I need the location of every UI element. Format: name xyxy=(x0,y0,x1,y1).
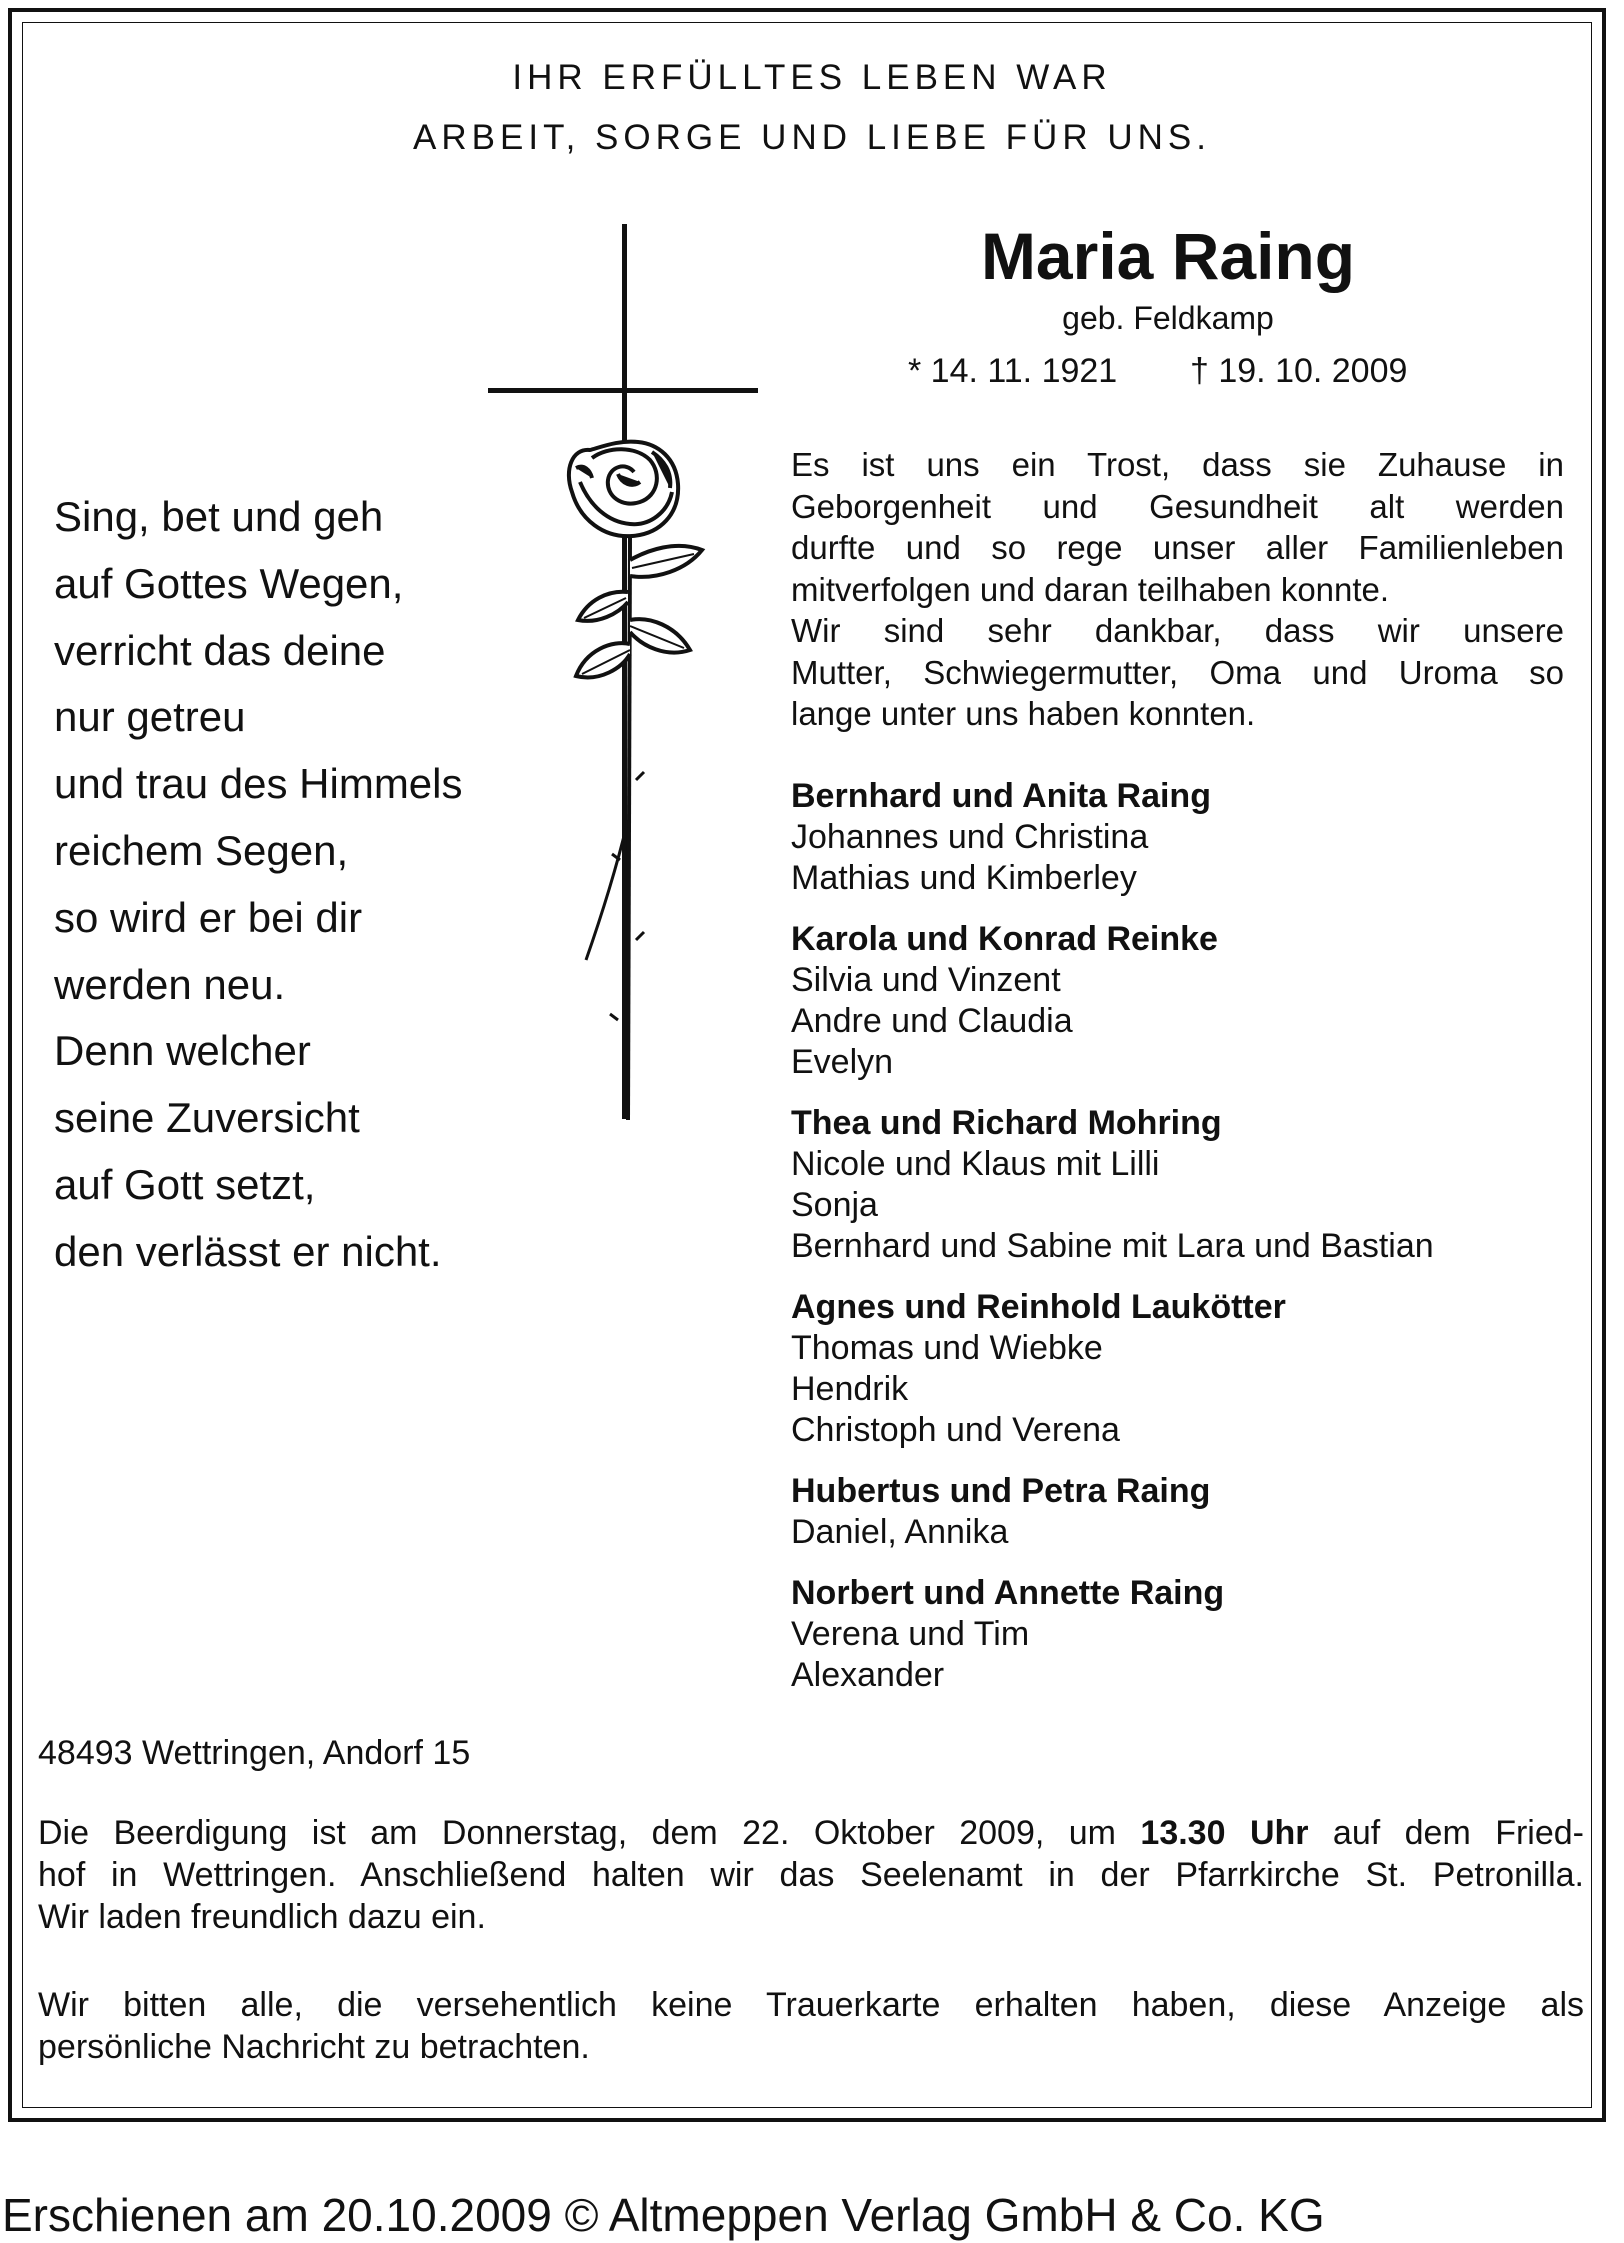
burial-notice xyxy=(38,1812,1584,1938)
message-line: Es ist uns ein Trost, dass sie Zuhause in xyxy=(791,446,1564,483)
poem-line: reichem Segen, xyxy=(54,826,349,874)
motto-line-2: ARBEIT, SORGE UND LIEBE FÜR UNS. xyxy=(413,118,1211,157)
condolence-message xyxy=(791,444,1564,735)
burial-text: Die Beerdigung ist am Donnerstag, dem 22. Oktober 2009, um xyxy=(38,1814,1141,1852)
deceased-name: Maria Raing xyxy=(980,219,1356,293)
poem-line: auf Gottes Wegen, xyxy=(54,559,404,607)
poem-line: nur getreu xyxy=(54,693,246,741)
address: 48493 Wettringen, Andorf 15 xyxy=(38,1734,471,1772)
family-head: Agnes und Reinhold Laukötter xyxy=(791,1288,1286,1326)
message-line: Geborgenheit und Gesundheit alt werden xyxy=(791,487,1564,525)
family-member: Verena und Tim xyxy=(791,1615,1030,1653)
family-group xyxy=(791,919,1434,1083)
message-line: mitverfolgen und daran teilhaben konnte. xyxy=(791,570,1390,608)
poem-line: so wird er bei dir xyxy=(54,893,363,941)
message-line: Mutter, Schwiegermutter, Oma und Uroma so xyxy=(791,653,1564,691)
burial-time: 13.30 Uhr xyxy=(1140,1814,1309,1852)
burial-text: auf dem Fried- xyxy=(1308,1814,1584,1852)
poem-line: seine Zuversicht xyxy=(54,1094,360,1142)
family-head: Norbert und Annette Raing xyxy=(791,1574,1225,1612)
family-member: Evelyn xyxy=(791,1043,894,1081)
poem xyxy=(54,484,463,1286)
family-group xyxy=(791,1573,1434,1696)
family-group xyxy=(791,1287,1434,1451)
request-line: persönliche Nachricht zu betrachten. xyxy=(38,2028,590,2066)
family-head: Bernhard und Anita Raing xyxy=(791,777,1211,815)
birth-date: * 14. 11. 1921 xyxy=(908,352,1118,390)
family-member: Sonja xyxy=(791,1186,878,1224)
burial-line-3: Wir laden freundlich dazu ein. xyxy=(38,1898,486,1936)
family-member: Johannes und Christina xyxy=(791,818,1149,856)
burial-line-2: hof in Wettringen. Anschließend halten wir das Seelenamt in der Pfarrkirche St. Petronilla. xyxy=(38,1856,1584,1894)
family-member: Daniel, Annika xyxy=(791,1513,1009,1551)
publication-footer: Erschienen am 20.10.2009 © Altmeppen Verlag GmbH & Co. KG xyxy=(2,2189,1325,2241)
poem-line: verricht das deine xyxy=(54,626,386,674)
family-member: Hendrik xyxy=(791,1370,909,1408)
message-line: lange unter uns haben konnten. xyxy=(791,695,1256,732)
poem-line: Denn welcher xyxy=(54,1027,311,1075)
maiden-name: geb. Feldkamp xyxy=(1062,300,1274,336)
motto-line-1: IHR ERFÜLLTES LEBEN WAR xyxy=(512,58,1112,97)
family-head: Hubertus und Petra Raing xyxy=(791,1472,1211,1510)
family-list xyxy=(791,776,1434,1716)
request-line: Wir bitten alle, die versehentlich keine Trauerkarte erhalten haben, diese Anzeige als xyxy=(38,1986,1584,2024)
message-line: Wir sind sehr dankbar, dass wir unsere xyxy=(791,612,1564,649)
family-member: Andre und Claudia xyxy=(791,1002,1073,1040)
cross-icon xyxy=(488,224,758,1119)
family-head: Thea und Richard Mohring xyxy=(791,1104,1222,1142)
rose-icon xyxy=(569,442,702,1120)
family-member: Thomas und Wiebke xyxy=(791,1329,1103,1367)
poem-line: werden neu. xyxy=(54,960,286,1008)
family-member: Bernhard und Sabine mit Lara und Bastian xyxy=(791,1227,1434,1265)
family-member: Alexander xyxy=(791,1656,945,1694)
poem-line: Sing, bet und geh xyxy=(54,493,384,540)
cross-rose-icon xyxy=(480,220,780,1120)
family-group xyxy=(791,1103,1434,1267)
death-date: † 19. 10. 2009 xyxy=(1190,352,1408,390)
family-member: Silvia und Vinzent xyxy=(791,961,1061,999)
family-group xyxy=(791,1471,1434,1553)
family-member: Mathias und Kimberley xyxy=(791,859,1137,897)
message-line: durfte und so rege unser aller Familienleben xyxy=(791,529,1564,566)
family-member: Christoph und Verena xyxy=(791,1411,1120,1449)
request-notice xyxy=(38,1984,1584,2068)
poem-line: den verlässt er nicht. xyxy=(54,1227,442,1275)
family-member: Nicole und Klaus mit Lilli xyxy=(791,1145,1160,1183)
poem-line: auf Gott setzt, xyxy=(54,1160,316,1208)
burial-line-1 xyxy=(38,1812,1584,1854)
family-group xyxy=(791,776,1434,899)
family-head: Karola und Konrad Reinke xyxy=(791,920,1218,958)
poem-line: und trau des Himmels xyxy=(54,760,463,808)
